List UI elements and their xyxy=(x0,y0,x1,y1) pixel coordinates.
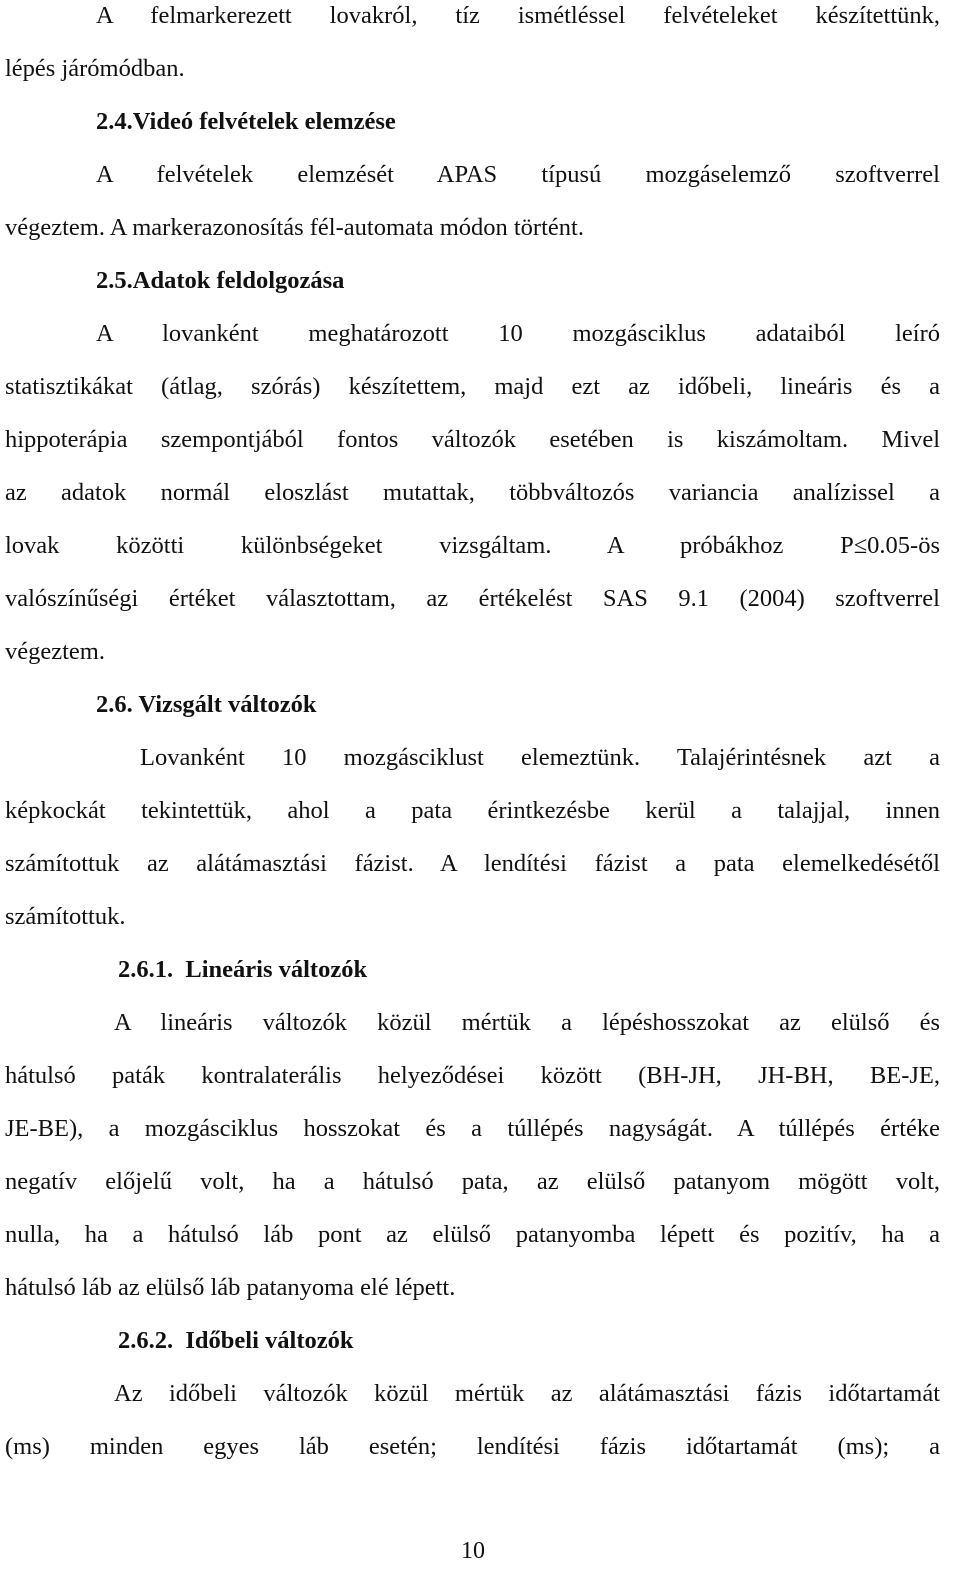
paragraph-line: hátulsó paták kontralaterális helyeződései között (BH-JH, JH-BH, BE-JE, xyxy=(5,1062,940,1089)
paragraph-line: végeztem. A markerazonosítás fél-automata módon történt. xyxy=(5,214,584,241)
paragraph-line: lépés járómódban. xyxy=(5,55,185,82)
paragraph-line: A lineáris változók közül mértük a lépéshosszokat az elülső és xyxy=(114,1009,940,1036)
paragraph-line: képkockát tekintettük, ahol a pata érintkezésbe kerül a talajjal, innen xyxy=(5,797,940,824)
paragraph-line: JE-BE), a mozgásciklus hosszokat és a túllépés nagyságát. A túllépés értéke xyxy=(5,1115,940,1142)
paragraph-line: valószínűségi értéket választottam, az értékelést SAS 9.1 (2004) szoftverrel xyxy=(5,585,940,612)
section-heading-2-5: 2.5.Adatok feldolgozása xyxy=(96,267,345,294)
paragraph-line: statisztikákat (átlag, szórás) készítettem, majd ezt az időbeli, lineáris és a xyxy=(5,373,940,400)
paragraph-line: Az időbeli változók közül mértük az alátámasztási fázis időtartamát xyxy=(114,1380,940,1407)
paragraph-line: hátulsó láb az elülső láb patanyoma elé lépett. xyxy=(5,1274,456,1301)
section-heading-2-6-2: 2.6.2. Időbeli változók xyxy=(118,1327,354,1354)
paragraph-line: végeztem. xyxy=(5,638,105,665)
paragraph-line: negatív előjelű volt, ha a hátulsó pata, az elülső patanyom mögött volt, xyxy=(5,1168,940,1195)
paragraph-line: (ms) minden egyes láb esetén; lendítési fázis időtartamát (ms); a xyxy=(5,1433,940,1460)
section-heading-2-6: 2.6. Vizsgált változók xyxy=(96,691,317,718)
paragraph-line: A felmarkerezett lovakról, tíz ismétléssel felvételeket készítettünk, xyxy=(96,2,940,29)
paragraph-line: lovak közötti különbségeket vizsgáltam. A próbákhoz P≤0.05-ös xyxy=(5,532,940,559)
section-heading-2-4: 2.4.Videó felvételek elemzése xyxy=(96,108,396,135)
paragraph-line: számítottuk. xyxy=(5,903,126,930)
paragraph-line: az adatok normál eloszlást mutattak, többváltozós variancia analízissel a xyxy=(5,479,940,506)
paragraph-line: Lovanként 10 mozgásciklust elemeztünk. Talajérintésnek azt a xyxy=(140,744,940,771)
paragraph-line: nulla, ha a hátulsó láb pont az elülső patanyomba lépett és pozitív, ha a xyxy=(5,1221,940,1248)
page-number: 10 xyxy=(461,1538,485,1564)
paragraph-line: A felvételek elemzését APAS típusú mozgáselemző szoftverrel xyxy=(96,161,940,188)
paragraph-line: A lovanként meghatározott 10 mozgásciklus adataiból leíró xyxy=(96,320,940,347)
section-heading-2-6-1: 2.6.1. Lineáris változók xyxy=(118,956,368,983)
paragraph-line: számítottuk az alátámasztási fázist. A lendítési fázist a pata elemelkedésétől xyxy=(5,850,940,877)
paragraph-line: hippoterápia szempontjából fontos változók esetében is kiszámoltam. Mivel xyxy=(5,426,940,453)
